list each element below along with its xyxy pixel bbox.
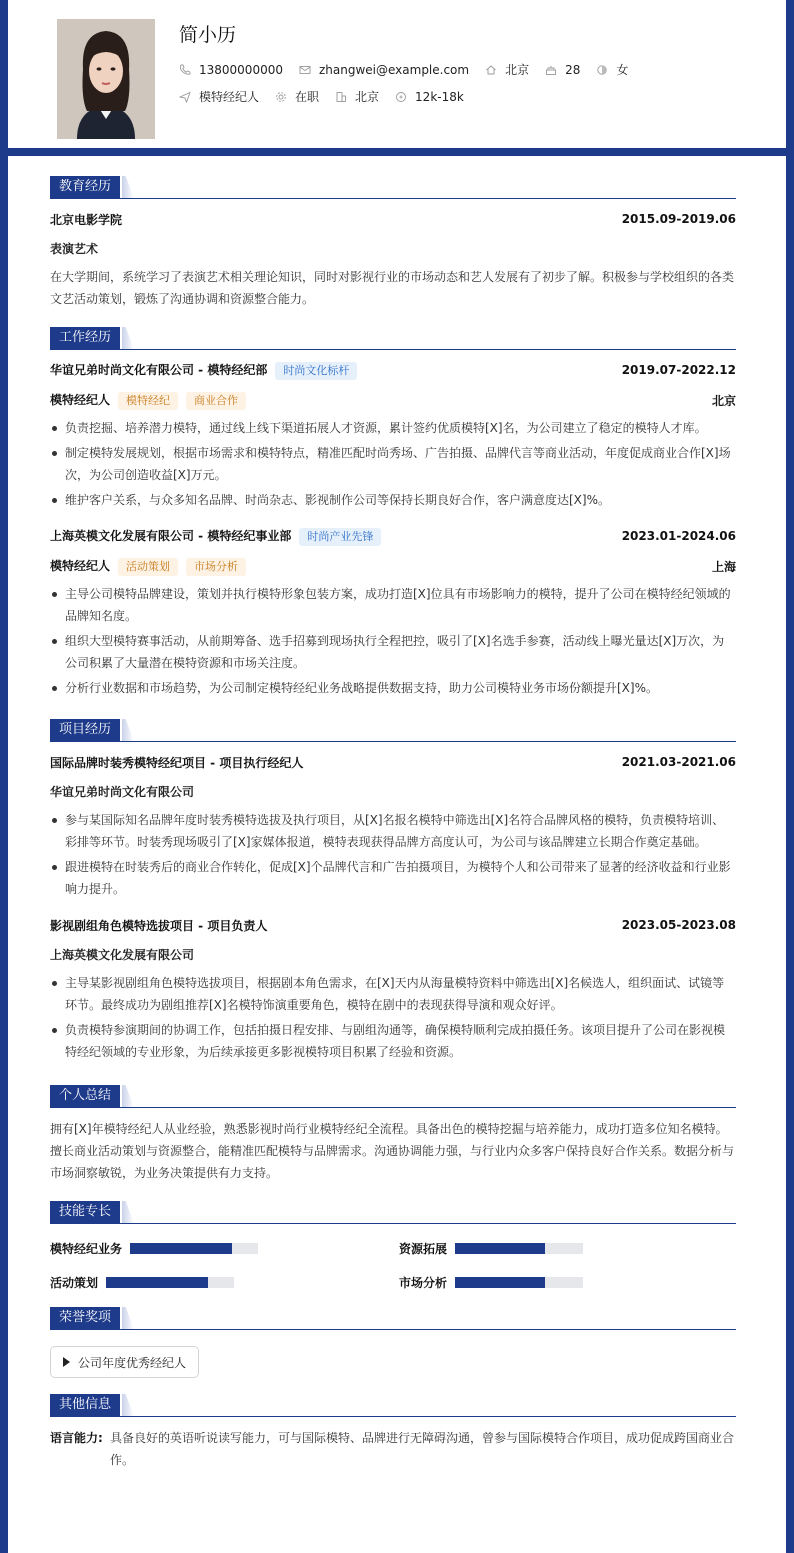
work-city: 上海 <box>711 559 736 574</box>
work-date: 2023.01-2024.06 <box>621 529 736 543</box>
skill-item <box>399 1240 583 1257</box>
work-role-line <box>50 557 246 576</box>
education-header-row <box>50 209 736 229</box>
gender-item <box>596 61 628 78</box>
work-entry <box>50 526 736 699</box>
project-company: 上海英模文化发展有限公司 <box>50 948 195 962</box>
building-icon <box>335 91 347 103</box>
work-role-line <box>50 391 246 410</box>
project-header-row <box>50 915 736 935</box>
skill-bar-fill <box>455 1277 545 1288</box>
phone-text: 13800000000 <box>199 62 283 77</box>
section-title-tail <box>122 1201 134 1223</box>
section-title-tail <box>122 1307 134 1329</box>
email-text: zhangwei@example.com <box>318 62 470 77</box>
gender-icon <box>596 64 608 76</box>
list-item: 分析行业数据和市场趋势，为公司制定模特经纪业务战略提供数据支持，助力公司模特业务市场份额提升[X]%。 <box>50 677 736 699</box>
skill-name: 活动策划 <box>50 1276 99 1290</box>
skill-item <box>399 1274 583 1291</box>
age-text: 28 <box>565 62 581 77</box>
skills-grid <box>50 1234 736 1296</box>
company-badge: 时尚文化标杆 <box>275 362 357 380</box>
skill-bar-fill <box>455 1243 545 1254</box>
section-title: 荣誉奖项 <box>50 1307 120 1329</box>
status-text: 在职 <box>295 90 320 104</box>
project-company: 华谊兄弟时尚文化有限公司 <box>50 785 195 799</box>
skill-bar <box>455 1277 583 1288</box>
list-item: 负责挖掘、培养潜力模特，通过线上线下渠道拓展人才资源，累计签约优质模特[X]名，为公司建立了稳定的模特人才库。 <box>50 417 736 439</box>
skill-tag: 活动策划 <box>118 558 178 576</box>
section-title: 个人总结 <box>50 1085 120 1107</box>
list-item: 维护客户关系，与众多知名品牌、时尚杂志、影视制作公司等保持长期良好合作，客户满意度达[X]%。 <box>50 489 736 511</box>
mail-icon <box>299 64 311 76</box>
list-item: 跟进模特在时装秀后的商业合作转化，促成[X]个品牌代言和广告拍摄项目，为模特个人和公司带来了显著的经济收益和行业影响力提升。 <box>50 856 736 900</box>
section-title: 教育经历 <box>50 176 120 198</box>
home-icon <box>485 64 497 76</box>
list-item: 主导某影视剧组角色模特选拔项目，根据剧本角色需求，在[X]天内从海量模特资料中筛选出[X]名候选人，组织面试、试镜等环节。最终成功为剧组推荐[X]名模特饰演重要角色，模特在剧中的表现获得导演和观众好评。 <box>50 972 736 1016</box>
position-item <box>179 88 259 105</box>
play-triangle-icon <box>63 1357 70 1367</box>
list-item: 主导公司模特品牌建设，策划并执行模特形象包装方案，成功打造[X]位具有市场影响力的模特，提升了公司在模特经纪领域的品牌知名度。 <box>50 583 736 627</box>
work-bullets <box>50 583 736 699</box>
work-company-line <box>50 361 357 380</box>
skill-name: 资源拓展 <box>399 1242 448 1256</box>
section-title-tail <box>122 327 134 349</box>
project-date: 2021.03-2021.06 <box>621 755 736 769</box>
list-item: 参与某国际知名品牌年度时装秀模特选拔及执行项目，从[X]名报名模特中筛选出[X]名符合品牌风格的模特，负责模特培训、彩排等环节。时装秀现场吸引了[X]家媒体报道，模特表现获得品牌方高度认可，为公司与该品牌建立长期合作奠定基础。 <box>50 809 736 853</box>
skill-name: 模特经纪业务 <box>50 1242 123 1256</box>
resume-body <box>50 176 736 1471</box>
skill-tag: 模特经纪 <box>118 392 178 410</box>
city-item <box>485 61 529 78</box>
education-entry <box>50 209 736 310</box>
project-entry <box>50 752 736 900</box>
education-date: 2015.09-2019.06 <box>621 212 736 226</box>
section-skills-header <box>50 1201 736 1224</box>
skill-tag: 商业合作 <box>186 392 246 410</box>
section-title-tail <box>122 176 134 198</box>
awards-list <box>50 1346 736 1378</box>
other-info-text: 具备良好的英语听说读写能力，可与国际模特、品牌进行无障碍沟通，曾参与国际模特合作项目，成功促成跨国商业合作。 <box>110 1431 735 1467</box>
section-education-header <box>50 176 736 199</box>
work-company-line <box>50 527 381 546</box>
work-bullets <box>50 417 736 511</box>
avatar-portrait-icon <box>57 19 155 139</box>
work-city: 北京 <box>711 393 736 408</box>
project-title: 国际品牌时装秀模特经纪项目 - 项目执行经纪人 <box>50 755 304 770</box>
send-icon <box>179 91 191 103</box>
section-title: 其他信息 <box>50 1394 120 1416</box>
major-name: 表演艺术 <box>50 242 99 256</box>
work-company: 华谊兄弟时尚文化有限公司 - 模特经纪部 <box>50 362 268 377</box>
award-chip[interactable] <box>50 1346 199 1378</box>
project-title: 影视剧组角色模特选拔项目 - 项目负责人 <box>50 918 268 933</box>
section-title-tail <box>122 719 134 741</box>
work-company: 上海英模文化发展有限公司 - 模特经纪事业部 <box>50 528 292 543</box>
project-date: 2023.05-2023.08 <box>621 918 736 932</box>
school-name: 北京电影学院 <box>50 212 123 227</box>
section-work-header <box>50 327 736 350</box>
status-item <box>275 88 319 105</box>
company-badge: 时尚产业先锋 <box>299 528 381 546</box>
education-desc: 在大学期间，系统学习了表演艺术相关理论知识，同时对影视行业的市场动态和艺人发展有了初步了解。积极参与学校组织的各类文艺活动策划，锻炼了沟通协调和资源整合能力。 <box>50 270 735 306</box>
gear-icon <box>275 91 287 103</box>
project-header-row <box>50 752 736 772</box>
email-item <box>299 63 469 77</box>
section-other-header <box>50 1394 736 1417</box>
list-item: 组织大型模特赛事活动，从前期筹备、选手招募到现场执行全程把控，吸引了[X]名选手参赛，活动线上曝光量达[X]万次，为公司积累了大量潜在模特资源和市场关注度。 <box>50 630 736 674</box>
skill-bar-fill <box>106 1277 208 1288</box>
other-info-row <box>50 1427 736 1471</box>
skill-item <box>50 1274 234 1291</box>
work-role: 模特经纪人 <box>50 392 111 407</box>
section-summary-header <box>50 1085 736 1108</box>
list-item: 负责模特参演期间的协调工作，包括拍摄日程安排、与剧组沟通等，确保模特顺利完成拍摄任务。该项目提升了公司在影视模特经纪领域的专业形象，为后续承接更多影视模特项目积累了经验和资源。 <box>50 1019 736 1063</box>
phone-icon <box>179 64 191 76</box>
award-name: 公司年度优秀经纪人 <box>78 1355 187 1370</box>
target-city-item <box>335 88 379 105</box>
gender-text: 女 <box>616 63 629 77</box>
header-divider <box>0 148 794 156</box>
section-project-header <box>50 719 736 742</box>
candidate-name: 简小历 <box>179 24 237 46</box>
work-header-row <box>50 526 736 546</box>
project-bullets <box>50 809 736 900</box>
work-header-row <box>50 360 736 380</box>
work-role-row <box>50 556 736 576</box>
list-item: 制定模特发展规划，根据市场需求和模特特点，精准匹配时尚秀场、广告拍摄、品牌代言等商业活动，年度促成商业合作[X]场次，为公司创造收益[X]万元。 <box>50 442 736 486</box>
target-city-text: 北京 <box>355 90 380 104</box>
coin-icon <box>395 91 407 103</box>
work-role-row <box>50 390 736 410</box>
section-title: 技能专长 <box>50 1201 120 1223</box>
position-text: 模特经纪人 <box>199 90 260 104</box>
skill-bar <box>130 1243 258 1254</box>
skill-name: 市场分析 <box>399 1276 448 1290</box>
section-title-tail <box>122 1085 134 1107</box>
project-entry <box>50 915 736 1063</box>
section-title-tail <box>122 1394 134 1416</box>
avatar <box>57 19 155 139</box>
contact-row <box>179 61 644 78</box>
work-entry <box>50 360 736 511</box>
section-title: 项目经历 <box>50 719 120 741</box>
phone-item <box>179 63 283 77</box>
job-intent-row <box>179 88 480 105</box>
skill-bar-fill <box>130 1243 232 1254</box>
section-title: 工作经历 <box>50 327 120 349</box>
salary-item <box>395 90 464 104</box>
other-info-label: 语言能力: <box>50 1431 103 1445</box>
summary-text: 拥有[X]年模特经纪人从业经验，熟悉影视时尚行业模特经纪全流程。具备出色的模特挖掘与培养能力，成功打造多位知名模特。擅长商业活动策划与资源整合，能精准匹配模特与品牌需求。沟通协调能力强，与行业内众多客户保持良好合作关系。数据分析与市场洞察敏锐，为业务决策提供有力支持。 <box>50 1122 735 1180</box>
work-date: 2019.07-2022.12 <box>621 363 736 377</box>
cake-icon <box>545 64 557 76</box>
skill-tag: 市场分析 <box>186 558 246 576</box>
skill-item <box>50 1240 258 1257</box>
work-role: 模特经纪人 <box>50 558 111 573</box>
salary-text: 12k-18k <box>415 89 464 104</box>
city-text: 北京 <box>505 63 530 77</box>
section-awards-header <box>50 1307 736 1330</box>
project-bullets <box>50 972 736 1063</box>
skill-bar <box>106 1277 234 1288</box>
skill-bar <box>455 1243 583 1254</box>
age-item <box>545 63 580 77</box>
